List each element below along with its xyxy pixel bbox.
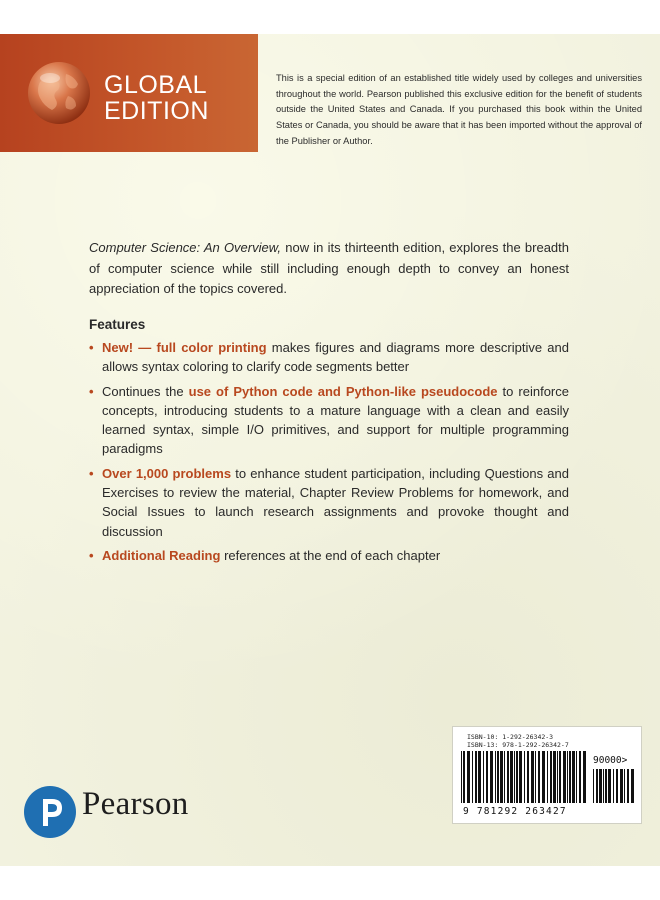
global-edition-label xyxy=(104,72,209,124)
pearson-p-icon xyxy=(24,786,76,838)
isbn-10: ISBN-10: 1-292-26342-3 xyxy=(467,733,554,741)
feature-post: to enhance student participation, including Questions and Exercises to review the material, Chapter Review Problems for homework, and Social Issues to launch research assignments and provoke thought and discussion xyxy=(102,465,569,539)
feature-post: makes figures and diagrams more descriptive and allows syntax coloring to clarify code segments better xyxy=(102,340,569,375)
feature-item xyxy=(89,338,569,377)
feature-item xyxy=(89,382,569,459)
edition-notice: This is a special edition of an established title widely used by colleges and universities throughout the world. Pearson published this exclusive edition for the benefit of students outside the United States and Canada. If you purchased this book within the United States or Canada, you should be aware that it has been imported without the approval of the Publisher or Author. xyxy=(276,73,642,146)
global-edition-line1: GLOBAL xyxy=(104,71,208,99)
feature-highlight: New! — full color printing xyxy=(102,340,267,355)
global-edition-band xyxy=(0,34,258,152)
book-title: Computer Science: An Overview, xyxy=(89,240,282,255)
publisher-name: Pearson xyxy=(82,786,189,822)
features-heading: Features xyxy=(89,317,146,332)
barcode-box xyxy=(452,726,642,824)
feature-pre: Continues the xyxy=(102,383,189,399)
back-cover xyxy=(0,34,660,866)
barcode-digits: 9 781292 263427 xyxy=(463,806,567,817)
features-list xyxy=(89,338,569,570)
isbn-lines xyxy=(467,733,569,749)
price-barcode-icon xyxy=(593,769,635,803)
feature-highlight: Over 1,000 problems xyxy=(102,465,232,481)
price-code: 90000> xyxy=(593,755,628,766)
global-edition-line2: EDITION xyxy=(104,97,209,125)
intro-text: now in its thirteenth edition, explores the breadth of computer science while still including enough depth to convey an honest appreciation of the topics covered. xyxy=(89,240,569,296)
bullet-icon: • xyxy=(89,340,94,355)
intro-paragraph xyxy=(89,238,569,300)
bullet-icon: • xyxy=(89,465,94,481)
barcode-icon xyxy=(461,751,587,803)
feature-highlight: use of Python code and Python-like pseudocode xyxy=(188,383,498,399)
feature-highlight: Additional Reading xyxy=(102,547,221,563)
isbn-13: ISBN-13: 978-1-292-26342-7 xyxy=(467,741,569,749)
feature-item xyxy=(89,464,569,541)
feature-post: to reinforce concepts, introducing students to a mature language with a clean and easily learned syntax, simple I/O primitives, and support for multiple programming paradigms xyxy=(102,383,569,457)
bullet-icon: • xyxy=(89,383,94,399)
feature-post: references at the end of each chapter xyxy=(220,547,441,563)
feature-item xyxy=(89,546,569,565)
bullet-icon: • xyxy=(89,547,94,563)
globe-icon xyxy=(26,60,92,126)
